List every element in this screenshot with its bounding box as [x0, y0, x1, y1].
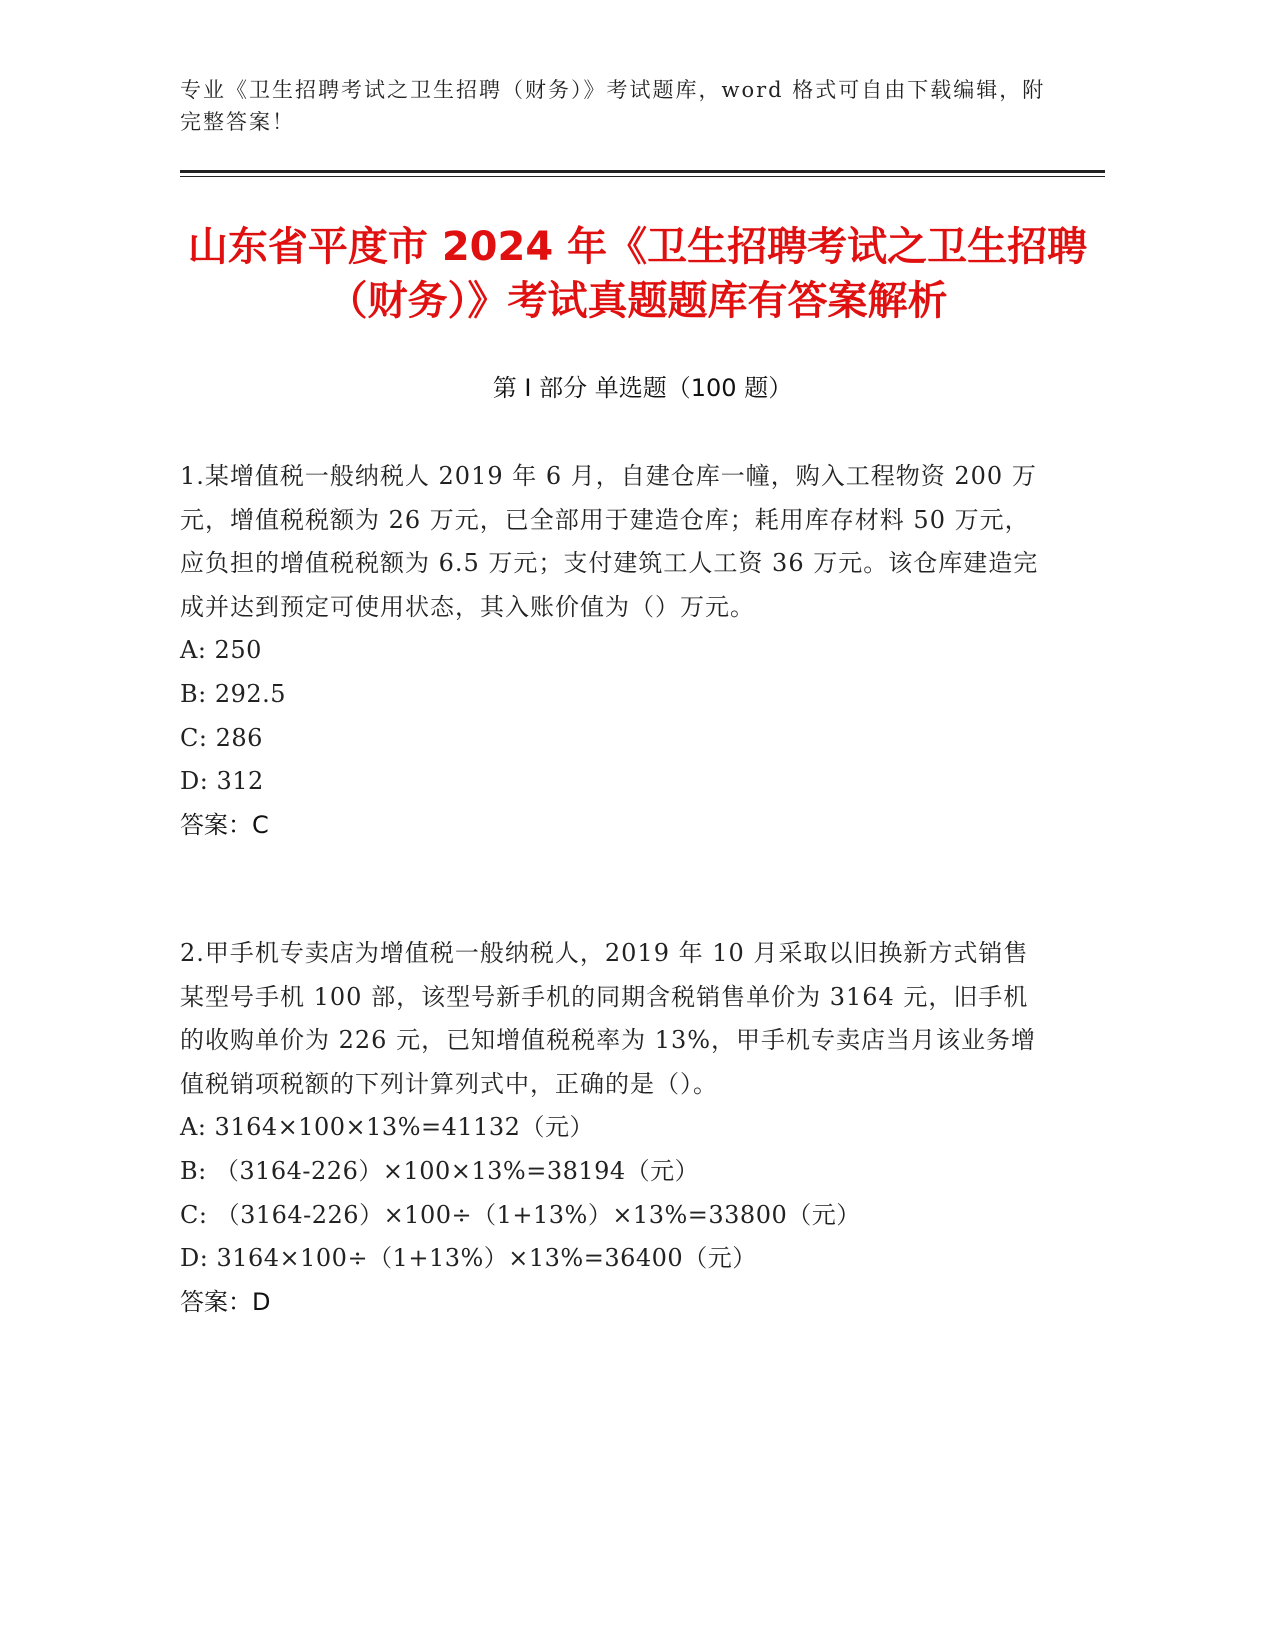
question-stem: 2.甲手机专卖店为增值税一般纳税人，2019 年 10 月采取以旧换新方式销售某型号手机 100 部，该型号新手机的同期含税销售单价为 3164 元，旧手机的收购单价为 226 元，已知增值税税率为 13%，甲手机专卖店当月该业务增值税销项税额的下列计算列式中，正确的是（）。 [180, 939, 1037, 1098]
header-divider-thick [180, 170, 1105, 173]
option-b: B: 292.5 [180, 679, 287, 708]
question-1 [180, 455, 1040, 847]
option-d: D: 3164×100÷（1+13%）×13%=36400（元） [180, 1244, 757, 1273]
header-note: 专业《卫生招聘考试之卫生招聘（财务）》考试题库，word 格式可自由下载编辑，附完整答案！ [180, 78, 1046, 134]
question-2 [180, 932, 1040, 1324]
question-stem: 1.某增值税一般纳税人 2019 年 6 月，自建仓库一幢，购入工程物资 200 万元，增值税税额为 26 万元，已全部用于建造仓库；耗用库存材料 50 万元，应负担的增值税税额为 6.5 万元；支付建筑工人工资 36 万元。该仓库建造完成并达到预定可使用状态，其入账价值为（）万元。 [180, 462, 1039, 621]
option-a: A: 250 [180, 636, 262, 665]
option-d: D: 312 [180, 767, 264, 796]
answer-line: 答案：D [180, 1287, 271, 1316]
option-b: B: （3164-226）×100×13%=38194（元） [180, 1156, 700, 1185]
option-c: C: 286 [180, 723, 263, 752]
answer-line: 答案：C [180, 810, 269, 839]
section-heading: 第 I 部分 单选题（100 题） [492, 374, 793, 402]
header-divider-thin [180, 176, 1105, 177]
option-c: C: （3164-226）×100÷（1+13%）×13%=33800（元） [180, 1200, 861, 1229]
option-a: A: 3164×100×13%=41132（元） [180, 1113, 594, 1142]
document-title: 山东省平度市 2024 年《卫生招聘考试之卫生招聘（财务）》考试真题题库有答案解析 [187, 224, 1088, 324]
